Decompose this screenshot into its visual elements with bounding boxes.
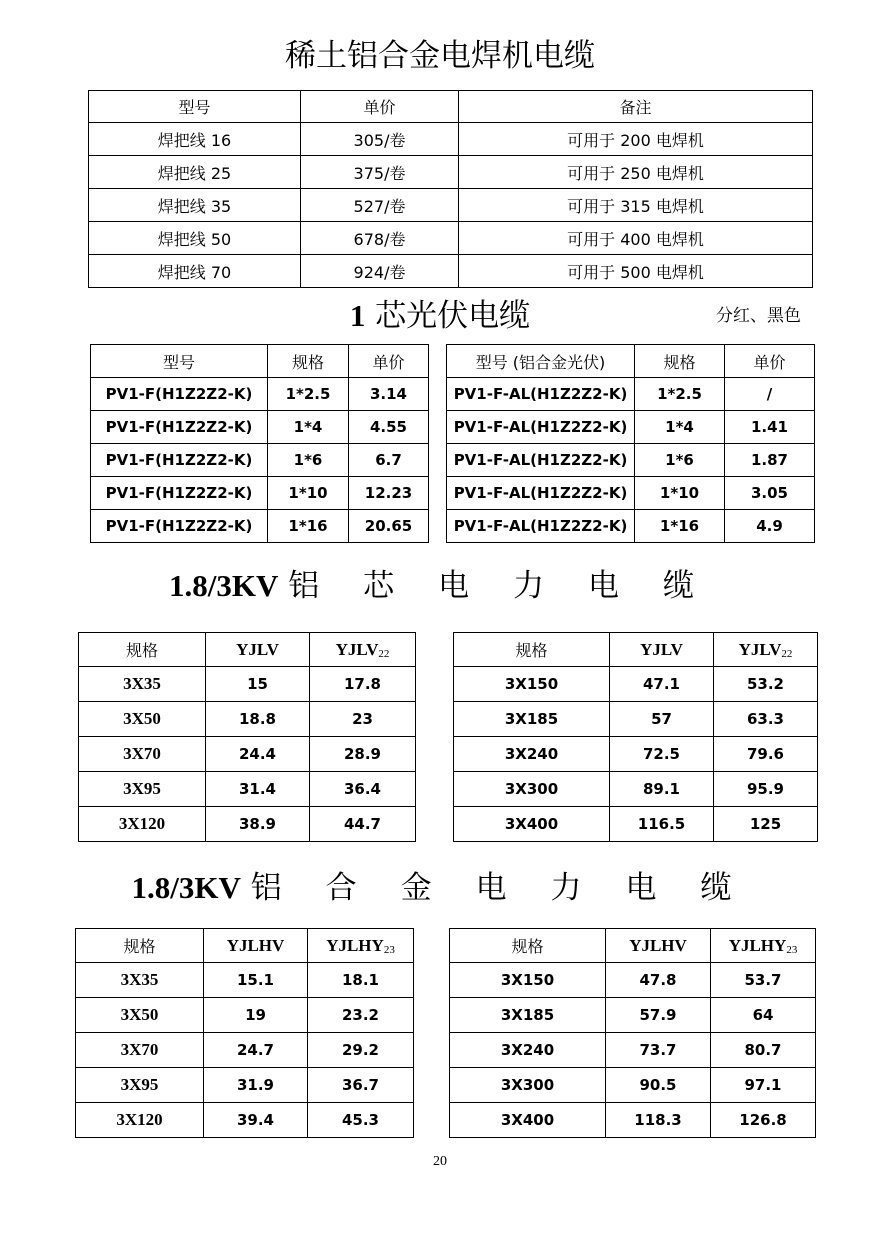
cell: 3X120 bbox=[76, 1103, 204, 1138]
cell: 63.3 bbox=[714, 702, 818, 737]
aluminum-alloy-cable-table bbox=[75, 928, 816, 1138]
cell: 1*16 bbox=[268, 510, 349, 543]
cell: 3X35 bbox=[76, 963, 204, 998]
cell: 126.8 bbox=[711, 1103, 816, 1138]
cell: 97.1 bbox=[711, 1068, 816, 1103]
cell: 1*4 bbox=[268, 411, 349, 444]
header-yjlhy23-main: YJLHY bbox=[728, 935, 787, 955]
cell: 焊把线 50 bbox=[89, 222, 301, 255]
cell: 1*2.5 bbox=[635, 378, 725, 411]
header-yjlv: YJLV bbox=[206, 633, 310, 667]
header-model: 型号 bbox=[89, 91, 301, 123]
cell: PV1-F(H1Z2Z2-K) bbox=[91, 411, 268, 444]
cell: 678/卷 bbox=[301, 222, 459, 255]
cell: 焊把线 16 bbox=[89, 123, 301, 156]
cell: 1.41 bbox=[725, 411, 815, 444]
aluminum-core-cable-table bbox=[78, 632, 818, 842]
cell: 可用于 200 电焊机 bbox=[459, 123, 813, 156]
cell: 3X120 bbox=[79, 807, 206, 842]
table-row bbox=[91, 444, 815, 477]
section3-title bbox=[0, 566, 880, 606]
cell: 31.9 bbox=[204, 1068, 308, 1103]
cell: 3X70 bbox=[76, 1033, 204, 1068]
cell: 36.4 bbox=[310, 772, 416, 807]
cell: 53.2 bbox=[714, 667, 818, 702]
cell: 3.05 bbox=[725, 477, 815, 510]
cell: 1*6 bbox=[268, 444, 349, 477]
cell: 3X185 bbox=[454, 702, 610, 737]
page-number: 20 bbox=[433, 1154, 447, 1169]
cell: 焊把线 25 bbox=[89, 156, 301, 189]
header-yjlhy23-sub: 23 bbox=[383, 943, 395, 956]
cell: 3X300 bbox=[454, 772, 610, 807]
cell: 79.6 bbox=[714, 737, 818, 772]
cell: 1*10 bbox=[268, 477, 349, 510]
section2-title-text: 芯光伏电缆 bbox=[375, 298, 531, 334]
cell: 3X70 bbox=[79, 737, 206, 772]
cell: 3X185 bbox=[450, 998, 606, 1033]
cell: 可用于 315 电焊机 bbox=[459, 189, 813, 222]
cell: 29.2 bbox=[308, 1033, 414, 1068]
header-yjlv22-main: YJLV bbox=[738, 639, 782, 659]
cell: 6.7 bbox=[349, 444, 429, 477]
table-gap bbox=[414, 929, 450, 1138]
header-yjlv22 bbox=[714, 633, 818, 667]
cell: 3X35 bbox=[79, 667, 206, 702]
cell: 3X400 bbox=[450, 1103, 606, 1138]
cell: 3X300 bbox=[450, 1068, 606, 1103]
cell: 4.55 bbox=[349, 411, 429, 444]
cell: 89.1 bbox=[610, 772, 714, 807]
cell: 90.5 bbox=[606, 1068, 711, 1103]
table-header-row bbox=[91, 345, 815, 378]
cell: 31.4 bbox=[206, 772, 310, 807]
cell: 116.5 bbox=[610, 807, 714, 842]
header-model: 型号 bbox=[91, 345, 268, 378]
header-yjlhy23 bbox=[308, 929, 414, 963]
cell: 3X50 bbox=[76, 998, 204, 1033]
section4-title-latin: 1.8/3KV bbox=[131, 870, 241, 905]
section1-title: 稀土铝合金电焊机电缆 bbox=[285, 38, 595, 74]
table-gap bbox=[416, 633, 454, 842]
cell: 305/卷 bbox=[301, 123, 459, 156]
section2-title-num: 1 bbox=[349, 298, 366, 333]
cell: 64 bbox=[711, 998, 816, 1033]
cell: 3X240 bbox=[454, 737, 610, 772]
cell: 1*2.5 bbox=[268, 378, 349, 411]
header-spec: 规格 bbox=[450, 929, 606, 963]
cell: 12.23 bbox=[349, 477, 429, 510]
cell: 1*6 bbox=[635, 444, 725, 477]
header-spec: 规格 bbox=[76, 929, 204, 963]
cell: 36.7 bbox=[308, 1068, 414, 1103]
cell: 3X95 bbox=[79, 772, 206, 807]
color-note: 分红、黑色 bbox=[716, 306, 801, 326]
cell: 3.14 bbox=[349, 378, 429, 411]
table-header-row bbox=[76, 929, 816, 963]
cell: PV1-F-AL(H1Z2Z2-K) bbox=[447, 411, 635, 444]
header-price: 单价 bbox=[349, 345, 429, 378]
cell: 924/卷 bbox=[301, 255, 459, 288]
cell: 80.7 bbox=[711, 1033, 816, 1068]
table-row bbox=[89, 123, 813, 156]
cell: 527/卷 bbox=[301, 189, 459, 222]
cell: 可用于 250 电焊机 bbox=[459, 156, 813, 189]
table-row bbox=[89, 156, 813, 189]
cell: 24.4 bbox=[206, 737, 310, 772]
header-yjlhv: YJLHV bbox=[204, 929, 308, 963]
cell: PV1-F-AL(H1Z2Z2-K) bbox=[447, 444, 635, 477]
cell: 18.8 bbox=[206, 702, 310, 737]
cell: PV1-F(H1Z2Z2-K) bbox=[91, 477, 268, 510]
cell: 44.7 bbox=[310, 807, 416, 842]
section4-title bbox=[0, 868, 880, 908]
header-remark: 备注 bbox=[459, 91, 813, 123]
cell: PV1-F(H1Z2Z2-K) bbox=[91, 510, 268, 543]
header-spec: 规格 bbox=[635, 345, 725, 378]
cell: 15 bbox=[206, 667, 310, 702]
header-yjlv22-sub: 22 bbox=[378, 647, 390, 660]
header-spec: 规格 bbox=[79, 633, 206, 667]
cell: 1*16 bbox=[635, 510, 725, 543]
header-price: 单价 bbox=[301, 91, 459, 123]
cell: 47.8 bbox=[606, 963, 711, 998]
cell: 3X50 bbox=[79, 702, 206, 737]
cell: 1.87 bbox=[725, 444, 815, 477]
cell: 可用于 500 电焊机 bbox=[459, 255, 813, 288]
table-row bbox=[89, 255, 813, 288]
table-row bbox=[91, 477, 815, 510]
cell: 20.65 bbox=[349, 510, 429, 543]
cell: 3X150 bbox=[450, 963, 606, 998]
table-row bbox=[91, 510, 815, 543]
cell: 28.9 bbox=[310, 737, 416, 772]
cell: 53.7 bbox=[711, 963, 816, 998]
header-yjlv22-sub: 22 bbox=[781, 647, 793, 660]
header-yjlv22 bbox=[310, 633, 416, 667]
welding-cable-table bbox=[88, 90, 813, 288]
cell: 可用于 400 电焊机 bbox=[459, 222, 813, 255]
cell: PV1-F(H1Z2Z2-K) bbox=[91, 444, 268, 477]
cell: 1*4 bbox=[635, 411, 725, 444]
cell: PV1-F-AL(H1Z2Z2-K) bbox=[447, 378, 635, 411]
section3-title-text: 铝 芯 电 力 电 缆 bbox=[288, 568, 712, 604]
header-yjlhy23-sub: 23 bbox=[786, 943, 798, 956]
cell: 3X95 bbox=[76, 1068, 204, 1103]
section3-title-latin: 1.8/3KV bbox=[168, 568, 279, 603]
cell: 焊把线 70 bbox=[89, 255, 301, 288]
cell: 17.8 bbox=[310, 667, 416, 702]
cell: 118.3 bbox=[606, 1103, 711, 1138]
table-row bbox=[91, 411, 815, 444]
table-gap bbox=[429, 345, 447, 543]
header-yjlv22-main: YJLV bbox=[335, 639, 379, 659]
cell: 125 bbox=[714, 807, 818, 842]
cell: 24.7 bbox=[204, 1033, 308, 1068]
cell: 15.1 bbox=[204, 963, 308, 998]
cell: 23.2 bbox=[308, 998, 414, 1033]
header-model-al: 型号 (铝合金光伏) bbox=[447, 345, 635, 378]
header-spec: 规格 bbox=[454, 633, 610, 667]
table-row bbox=[89, 222, 813, 255]
pv-cable-table bbox=[90, 344, 815, 543]
cell: PV1-F-AL(H1Z2Z2-K) bbox=[447, 510, 635, 543]
cell: / bbox=[725, 378, 815, 411]
cell: 57.9 bbox=[606, 998, 711, 1033]
header-yjlhy23 bbox=[711, 929, 816, 963]
cell: 95.9 bbox=[714, 772, 818, 807]
header-yjlv: YJLV bbox=[610, 633, 714, 667]
cell: 73.7 bbox=[606, 1033, 711, 1068]
cell: 1*10 bbox=[635, 477, 725, 510]
header-price: 单价 bbox=[725, 345, 815, 378]
cell: 45.3 bbox=[308, 1103, 414, 1138]
cell: 57 bbox=[610, 702, 714, 737]
cell: 23 bbox=[310, 702, 416, 737]
cell: 3X240 bbox=[450, 1033, 606, 1068]
table-row bbox=[89, 189, 813, 222]
section4-title-text: 铝 合 金 电 力 电 缆 bbox=[250, 870, 749, 906]
header-spec: 规格 bbox=[268, 345, 349, 378]
cell: 18.1 bbox=[308, 963, 414, 998]
cell: 3X150 bbox=[454, 667, 610, 702]
table-header-row bbox=[89, 91, 813, 123]
cell: 38.9 bbox=[206, 807, 310, 842]
table-row bbox=[91, 378, 815, 411]
cell: 4.9 bbox=[725, 510, 815, 543]
table-header-row bbox=[79, 633, 818, 667]
cell: 39.4 bbox=[204, 1103, 308, 1138]
cell: PV1-F(H1Z2Z2-K) bbox=[91, 378, 268, 411]
header-yjlhy23-main: YJLHY bbox=[326, 935, 384, 955]
cell: 焊把线 35 bbox=[89, 189, 301, 222]
header-yjlhv: YJLHV bbox=[606, 929, 711, 963]
cell: 375/卷 bbox=[301, 156, 459, 189]
cell: 47.1 bbox=[610, 667, 714, 702]
cell: PV1-F-AL(H1Z2Z2-K) bbox=[447, 477, 635, 510]
cell: 19 bbox=[204, 998, 308, 1033]
cell: 72.5 bbox=[610, 737, 714, 772]
cell: 3X400 bbox=[454, 807, 610, 842]
